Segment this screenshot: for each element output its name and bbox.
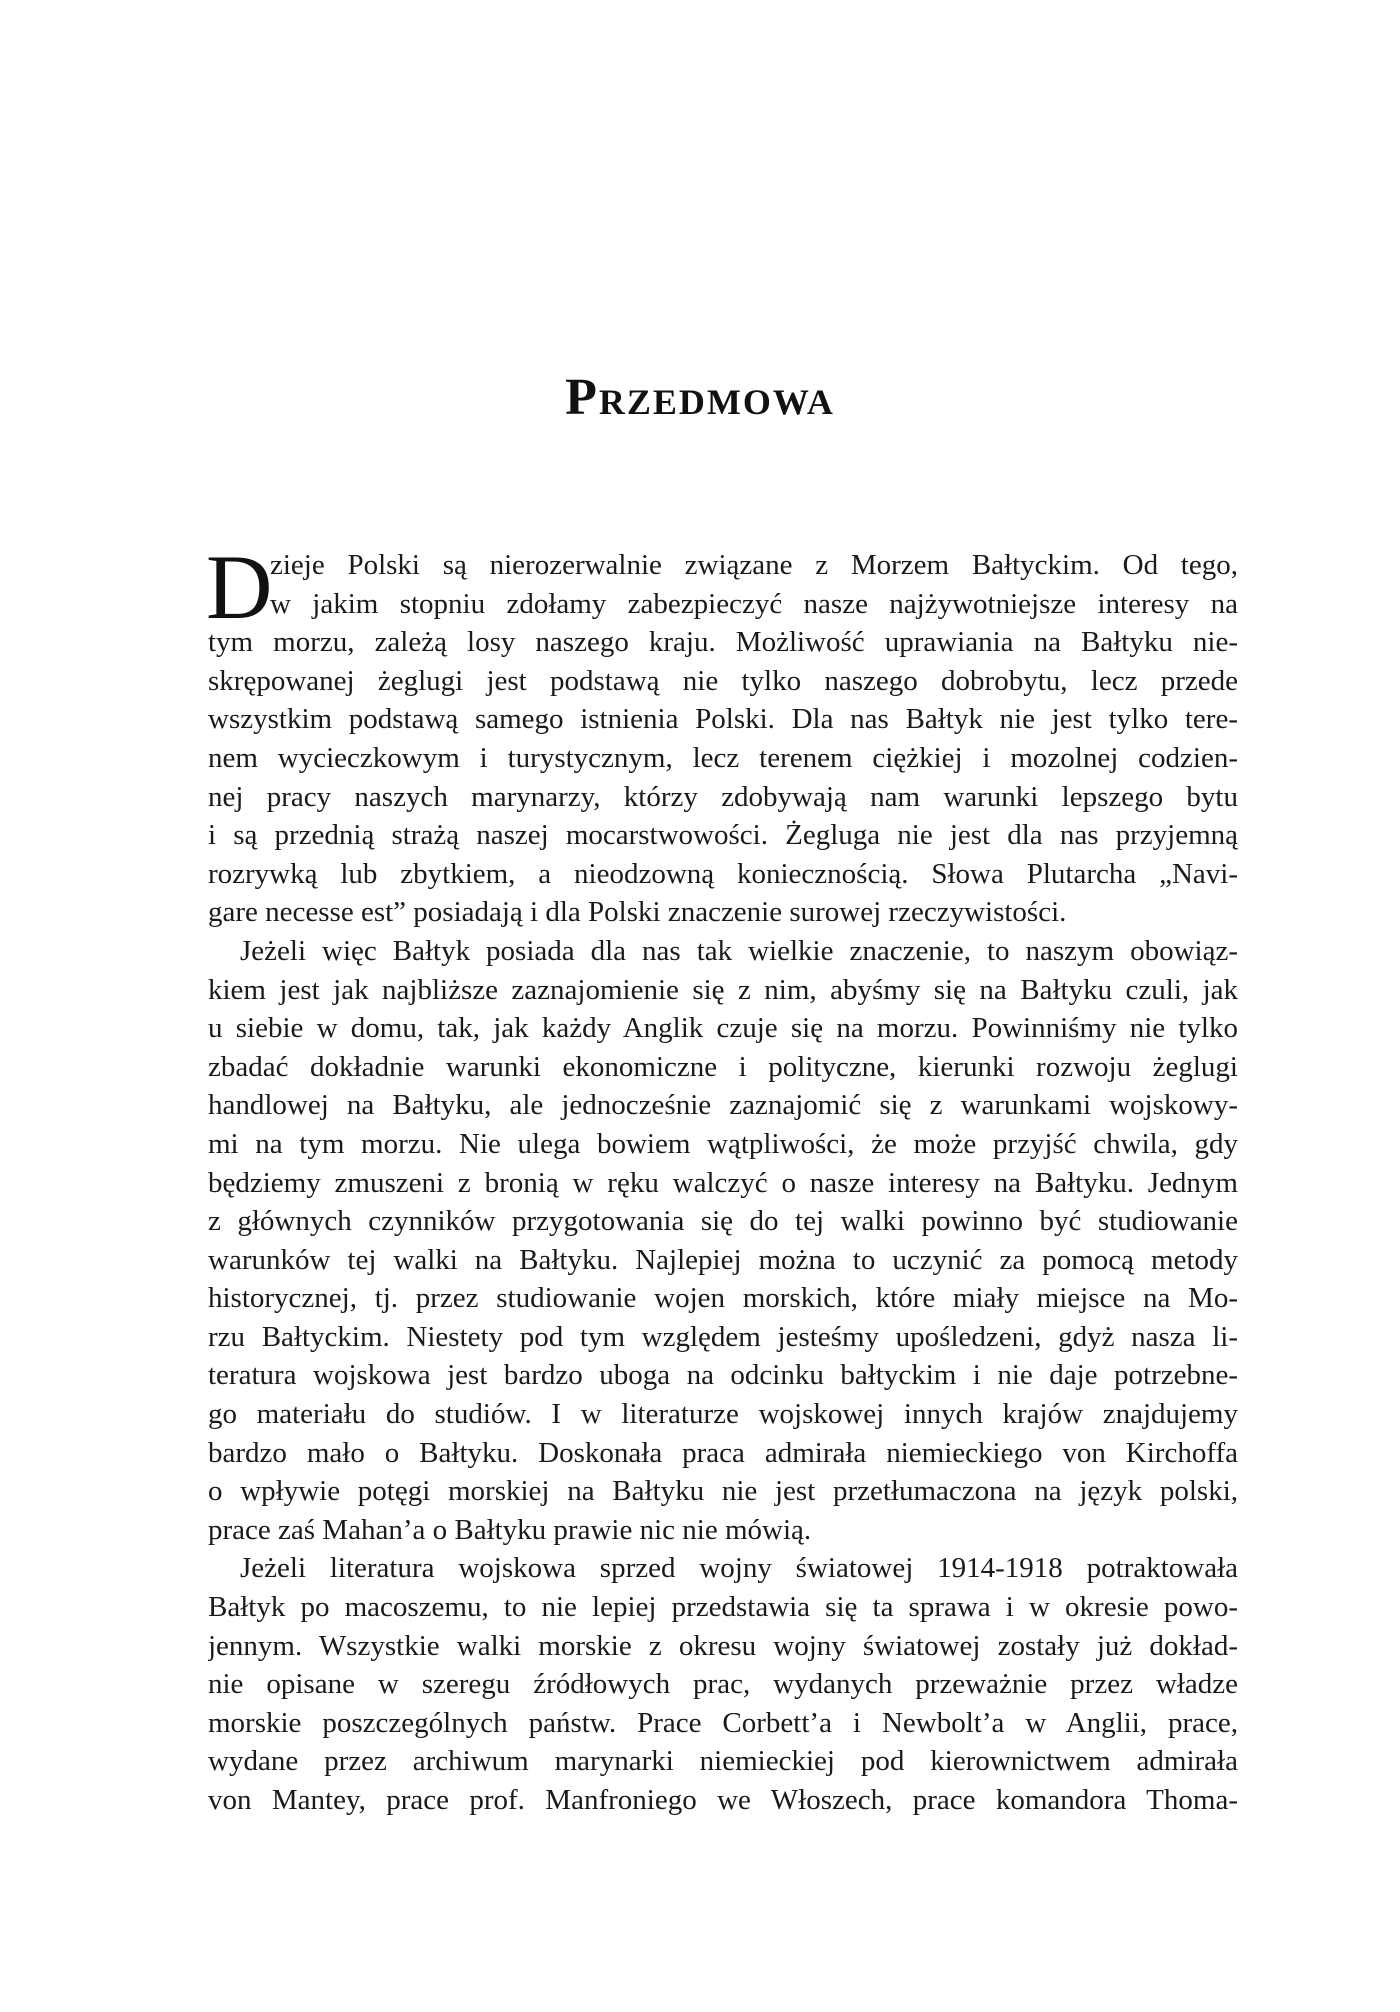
text-line: Jeżeli literatura wojskowa sprzed wojny światowej 1914-1918 potraktowała <box>240 1552 1238 1585</box>
text-line: go materiału do studiów. I w literaturze wojskowej innych krajów znajdujemy <box>208 1398 1238 1431</box>
text-line: morskie poszczególnych państw. Prace Corbett’a i Newbolt’a w Anglii, prace, <box>208 1706 1238 1739</box>
text-line: zieje Polski są nierozerwalnie związane z Morzem Bałtyckim. Od tego, <box>270 549 1238 581</box>
text-line: będziemy zmuszeni z bronią w ręku walczyć o nasze interesy na Bałtyku. Jednym <box>208 1166 1238 1199</box>
text-line: Bałtyk po macoszemu, to nie lepiej przedstawia się ta sprawa i w okresie powo- <box>208 1591 1238 1624</box>
text-line: von Mantey, prace prof. Manfroniego we Włoszech, prace komandora Thoma- <box>208 1784 1238 1816</box>
text-line: jennym. Wszystkie walki morskie z okresu wojny światowej zostały już dokład- <box>208 1629 1238 1662</box>
text-line: bardzo mało o Bałtyku. Doskonała praca admirała niemieckiego von Kirchoffa <box>208 1436 1238 1469</box>
text-line: i są przednią strażą naszej mocarstwowości. Żegluga nie jest dla nas przyjemną <box>208 819 1238 852</box>
text-line: o wpływie potęgi morskiej na Bałtyku nie jest przetłumaczona na język polski, <box>208 1475 1238 1508</box>
drop-cap: D <box>206 536 273 638</box>
text-line: rzu Bałtyckim. Niestety pod tym względem jesteśmy upośledzeni, gdyż nasza li- <box>208 1320 1238 1353</box>
text-line: kiem jest jak najbliższe zaznajomienie się z nim, abyśmy się na Bałtyku czuli, jak <box>208 973 1238 1006</box>
text-line: z głównych czynników przygotowania się do tej walki powinno być studiowanie <box>208 1205 1238 1238</box>
text-line: gare necesse est” posiadają i dla Polski znaczenie surowej rzeczywistości. <box>208 896 1067 929</box>
text-line: warunków tej walki na Bałtyku. Najlepiej można to uczynić za pomocą metody <box>208 1243 1238 1276</box>
chapter-title: Przedmowa <box>565 369 835 426</box>
text-line: historycznej, tj. przez studiowanie wojen morskich, które miały miejsce na Mo- <box>208 1282 1238 1315</box>
text-line: rozrywką lub zbytkiem, a nieodzowną koniecznością. Słowa Plutarcha „Navi- <box>208 857 1238 890</box>
text-line: wydane przez archiwum marynarki niemieckiej pod kierownictwem admirała <box>208 1745 1238 1778</box>
text-line: nie opisane w szeregu źródłowych prac, wydanych przeważnie przez władze <box>208 1668 1238 1701</box>
text-line: tym morzu, zależą losy naszego kraju. Możliwość uprawiania na Bałtyku nie- <box>208 626 1238 659</box>
body-text <box>206 536 1238 1820</box>
text-line: wszystkim podstawą samego istnienia Polski. Dla nas Bałtyk nie jest tylko tere- <box>208 703 1238 736</box>
text-line: Jeżeli więc Bałtyk posiada dla nas tak wielkie znaczenie, to naszym obowiąz- <box>240 934 1238 967</box>
text-line: u siebie w domu, tak, jak każdy Anglik czuje się na morzu. Powinniśmy nie tylko <box>208 1012 1238 1045</box>
text-line: mi na tym morzu. Nie ulega bowiem wątpliwości, że może przyjść chwila, gdy <box>208 1127 1238 1160</box>
text-line: prace zaś Mahan’a o Bałtyku prawie nic nie mówią. <box>208 1513 812 1546</box>
text-line: teratura wojskowa jest bardzo uboga na odcinku bałtyckim i nie daje potrzebne- <box>208 1359 1238 1392</box>
text-line: nem wycieczkowym i turystycznym, lecz terenem ciężkiej i mozolnej codzien- <box>208 741 1238 774</box>
text-line: handlowej na Bałtyku, ale jednocześnie zaznajomić się z warunkami wojskowy- <box>208 1089 1238 1122</box>
text-line: zbadać dokładnie warunki ekonomiczne i polityczne, kierunki rozwoju żeglugi <box>208 1050 1238 1083</box>
text-line: w jakim stopniu zdołamy zabezpieczyć nasze najżywotniejsze interesy na <box>270 587 1238 620</box>
text-line: nej pracy naszych marynarzy, którzy zdobywają nam warunki lepszego bytu <box>208 780 1238 813</box>
text-line: skrępowanej żeglugi jest podstawą nie tylko naszego dobrobytu, lecz przede <box>208 664 1238 697</box>
